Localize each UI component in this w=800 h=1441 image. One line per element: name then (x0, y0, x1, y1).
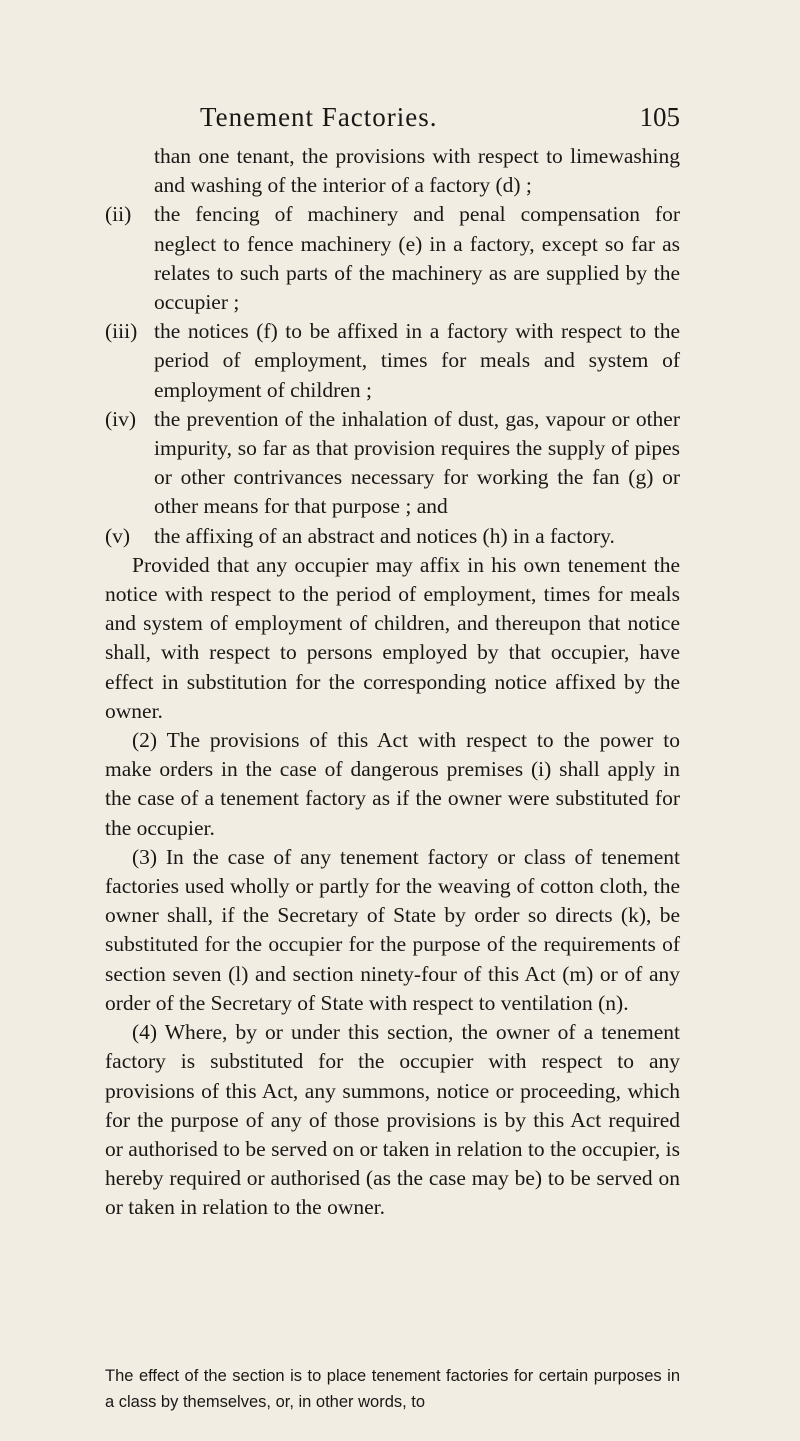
list-item-text: the notices (f) to be affixed in a factory with respect to the period of employment, times for meals and system of employment of children ; (154, 319, 680, 402)
list-item-text: than one tenant, the provisions with respect to limewashing and washing of the interior of a factory (d) ; (154, 144, 680, 198)
list-item (105, 522, 680, 551)
body-text (105, 142, 680, 1223)
subsection-paragraph: (3) In the case of any tenement factory or class of tenement factories used wholly or partly for the weaving of cotton cloth, the owner shall, if the Secretary of State by order so directs (k), be substituted for the occupier for the purpose of the requirements of section seven (l) and section ninety-four of this Act (m) or of any order of the Secretary of State with respect to ventilation (n). (105, 844, 680, 1015)
subsection-paragraph: (4) Where, by or under this section, the owner of a tenement factory is substituted for the occupier with respect to any provisions of this Act, any summons, notice or proceeding, which for the purpose of any of those provisions is by this Act required or authorised to be served on or taken in relation to the occupier, is hereby required or authorised (as the case may be) to be served on or taken in relation to the owner. (105, 1020, 680, 1220)
list-item (105, 317, 680, 405)
list-item-number: (v) (105, 523, 131, 548)
commentary-note: The effect of the section is to place tenement factories for certain purposes in a class by themselves, or, in other words, to (105, 1366, 680, 1411)
running-head (200, 96, 680, 146)
page-number: 105 (639, 102, 680, 132)
running-title: Tenement Factories. (200, 102, 438, 132)
list-item-text: the prevention of the inhalation of dust, gas, vapour or other impurity, so far as that provision requires the supply of pipes or other contrivances necessary for working the fan (g) or other means for that purpose ; and (154, 406, 680, 519)
list-item-number: (iii) (105, 319, 138, 344)
list-item-continuation (105, 142, 680, 200)
list-item-text: the affixing of an abstract and notices (h) in a factory. (154, 523, 615, 548)
subsection-paragraph: (2) The provisions of this Act with respect to the power to make orders in the case of dangerous premises (i) shall apply in the case of a tenement factory as if the owner were substituted for the occupier. (105, 728, 680, 840)
list-item-number: (ii) (105, 202, 132, 227)
list-item (105, 405, 680, 522)
list-item-number: (iv) (105, 406, 137, 431)
list-item-text: the fencing of machinery and penal compensation for neglect to fence machinery (e) in a factory, except so far as relates to such parts of the machinery as are supplied by the occupier ; (154, 202, 680, 315)
list-item (105, 200, 680, 317)
proviso-paragraph: Provided that any occupier may affix in his own tenement the notice with respect to the period of employment, times for meals and system of employment of children, and thereupon that notice shall, with respect to persons employed by that occupier, have effect in substitution for the corresponding notice affixed by the owner. (105, 552, 680, 723)
